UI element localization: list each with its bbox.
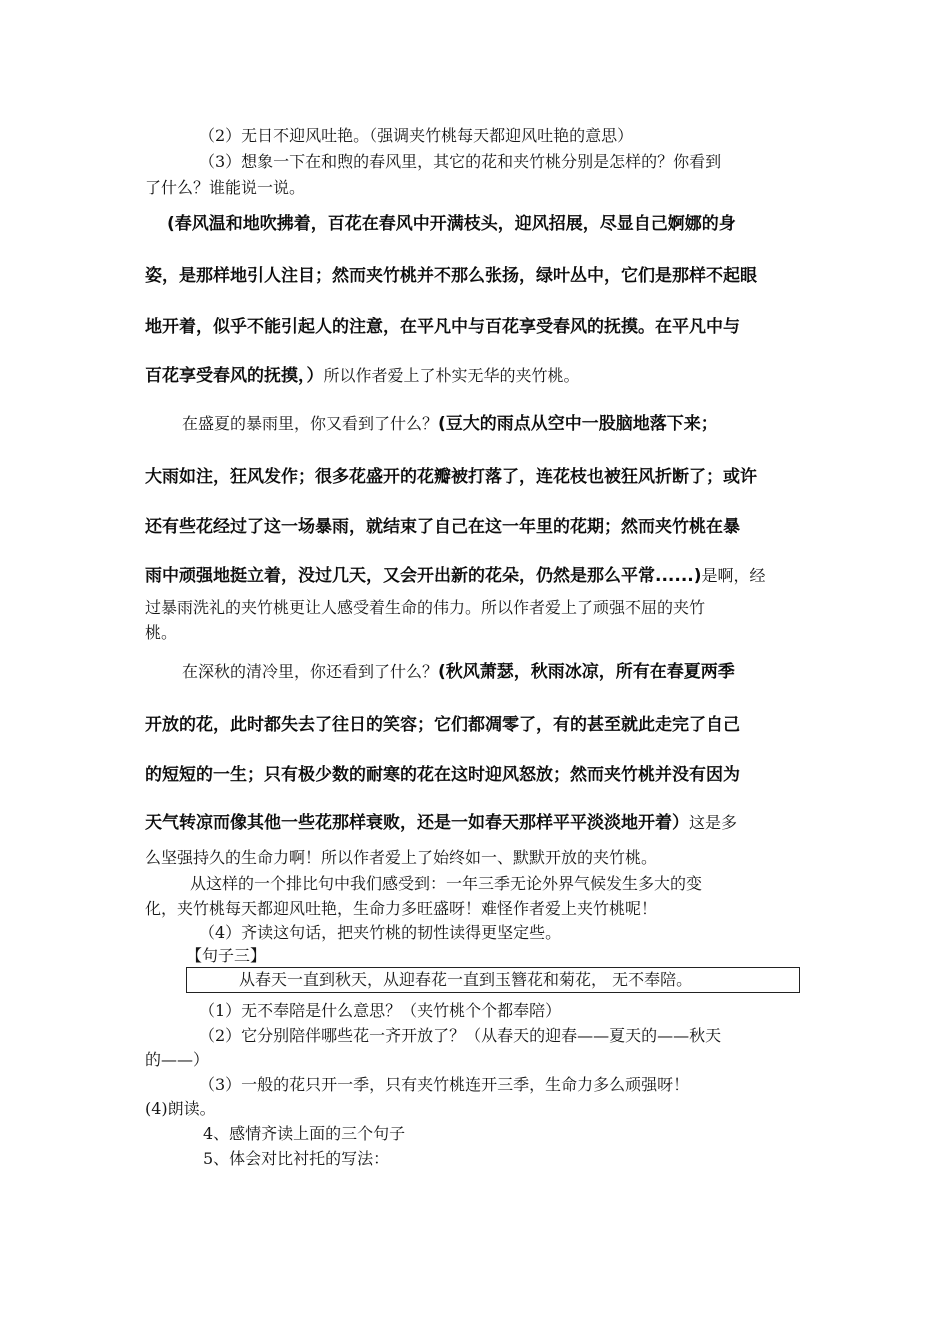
text-line	[182, 414, 718, 434]
text-span: (秋风萧瑟，秋雨冰凉，所有在春夏两季	[438, 662, 735, 682]
quoted-sentence-box	[186, 967, 800, 993]
text-line: (4)朗读。	[145, 1099, 216, 1118]
text-line: (春风温和地吹拂着，百花在春风中开满枝头，迎风招展，尽显自己婀娜的身	[167, 214, 736, 234]
text-line: 过暴雨洗礼的夹竹桃更让人感受着生命的伟力。所以作者爱上了顽强不屈的夹竹	[145, 598, 706, 617]
text-line: 5、体会对比衬托的写法：	[203, 1149, 390, 1168]
text-line: 了什么？谁能说一说。	[145, 178, 306, 197]
text-line	[145, 566, 766, 586]
text-line: （3）一般的花只开一季，只有夹竹桃连开三季，生命力多么顽强呀！	[199, 1075, 690, 1094]
text-line: 开放的花，此时都失去了往日的笑容；它们都凋零了，有的甚至就此走完了自己	[145, 715, 740, 735]
text-line: 的——）	[145, 1050, 210, 1069]
text-line: （2）它分别陪伴哪些花一齐开放了？（从春天的迎春——夏天的——秋天	[199, 1026, 722, 1045]
quoted-sentence: 从春天一直到秋天，从迎春花一直到玉簪花和菊花， 无不奉陪。	[239, 970, 693, 989]
text-line: 化，夹竹桃每天都迎风吐艳，生命力多旺盛呀！难怪作者爱上夹竹桃呢！	[145, 899, 658, 918]
text-line: （1）无不奉陪是什么意思？（夹竹桃个个都奉陪）	[199, 1001, 562, 1020]
text-line: （2）无日不迎风吐艳。（强调夹竹桃每天都迎风吐艳的意思）	[199, 126, 634, 145]
text-span: 是啊，经	[701, 566, 766, 585]
text-span: 这是多	[689, 813, 738, 832]
text-span: (豆大的雨点从空中一股脑地落下来；	[438, 414, 718, 434]
text-line	[182, 662, 735, 682]
section-heading: 【句子三】	[186, 946, 267, 965]
text-span: 在盛夏的暴雨里，你又看到了什么？	[182, 414, 439, 433]
text-line: 的短短的一生；只有极少数的耐寒的花在这时迎风怒放；然而夹竹桃并没有因为	[145, 765, 740, 785]
text-span: 在深秋的清冷里，你还看到了什么？	[182, 662, 439, 681]
text-line: 大雨如注，狂风发作；很多花盛开的花瓣被打落了，连花枝也被狂风折断了；或许	[145, 467, 757, 487]
text-span: 百花享受春风的抚摸，）	[145, 366, 324, 386]
text-line: （3）想象一下在和煦的春风里，其它的花和夹竹桃分别是怎样的？你看到	[199, 152, 722, 171]
text-span: 天气转凉而像其他一些花那样衰败，还是一如春天那样平平淡淡地开着）	[145, 813, 689, 833]
text-line: 从这样的一个排比句中我们感受到：一年三季无论外界气候发生多大的变	[190, 874, 703, 893]
text-line: 地开着，似乎不能引起人的注意，在平凡中与百花享受春风的抚摸。在平凡中与	[145, 317, 740, 337]
text-line: 桃。	[145, 623, 178, 642]
text-line: 还有些花经过了这一场暴雨，就结束了自己在这一年里的花期；然而夹竹桃在暴	[145, 517, 740, 537]
text-span: 雨中顽强地挺立着，没过几天，又会开出新的花朵，仍然是那么平常......)	[145, 566, 702, 586]
text-line: 姿，是那样地引人注目；然而夹竹桃并不那么张扬，绿叶丛中，它们是那样不起眼	[145, 266, 757, 286]
text-line: 4、感情齐读上面的三个句子	[203, 1124, 406, 1143]
text-line: 么坚强持久的生命力啊！所以作者爱上了始终如一、默默开放的夹竹桃。	[145, 848, 658, 867]
text-span: 所以作者爱上了朴实无华的夹竹桃。	[323, 366, 580, 385]
text-line: （4）齐读这句话，把夹竹桃的韧性读得更坚定些。	[199, 923, 562, 942]
text-line	[145, 813, 737, 833]
text-line	[145, 366, 580, 386]
